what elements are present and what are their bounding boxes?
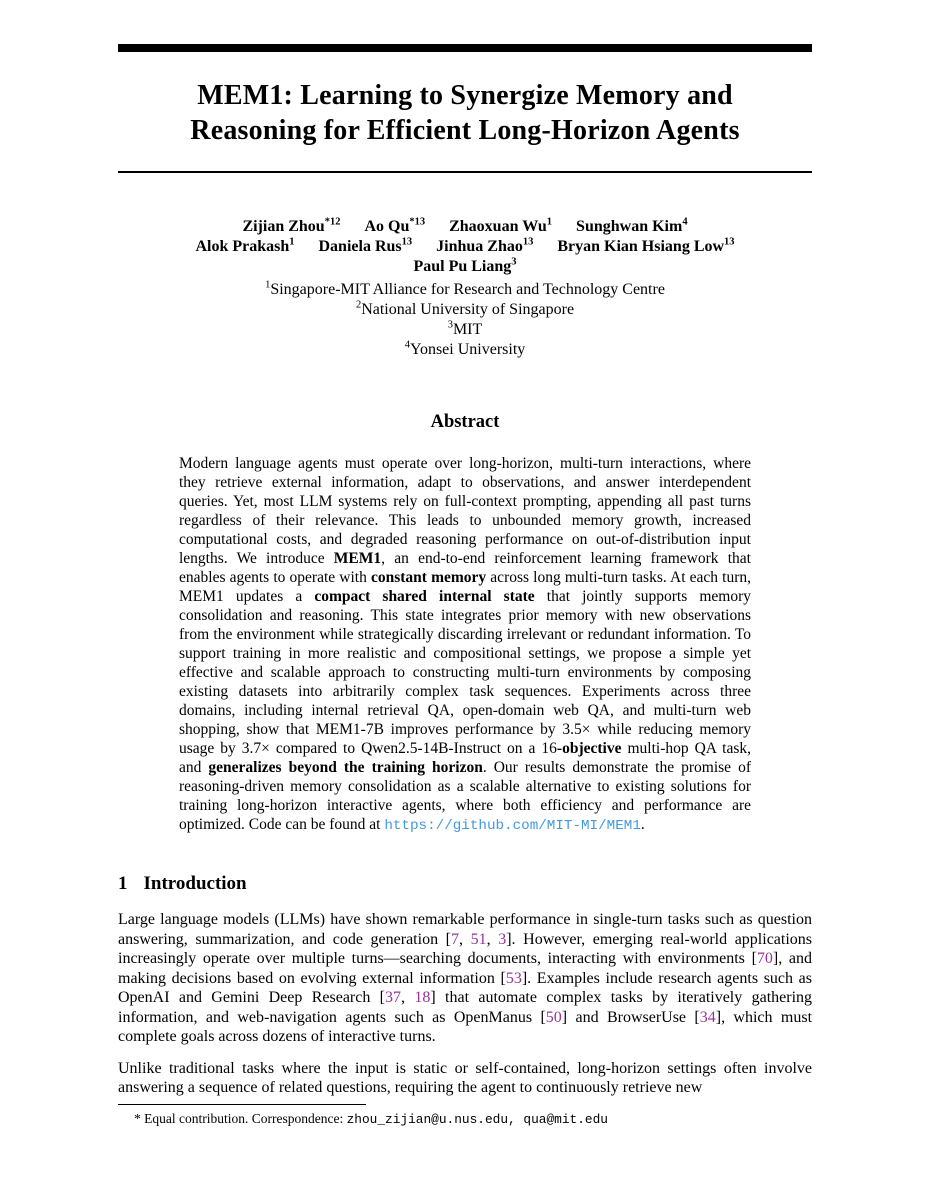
text-segment: Zijian Zhou	[242, 218, 325, 235]
text-segment: Jinhua Zhao	[436, 238, 523, 255]
text-segment: ] and BrowserUse [	[561, 1008, 700, 1026]
page-content	[118, 44, 812, 1128]
citation-ref[interactable]: 34	[699, 1008, 716, 1026]
citation-ref[interactable]: 18	[414, 989, 431, 1006]
superscript-marker: 13	[401, 236, 413, 248]
superscript-marker: 1	[265, 279, 271, 291]
section-heading-introduction	[118, 873, 812, 895]
superscript-marker: 13	[724, 236, 735, 248]
superscript-marker: 3	[447, 319, 453, 331]
text-segment: .	[640, 816, 645, 833]
text-segment: that jointly supports memory consolidation and reasoning. This state integrates prior memory with new observations from the environment while strategically discarding irrelevant or redundant information. To support training in more realistic and compositional settings, we propose a simple yet effective and scalable approach to constructing multi-turn environments by composing existing datasets into arbitrarily complex task sequences. Experiments across three domains, including internal retrieval QA, open-domain web QA, and multi-turn web shopping, show that MEM1-7B improves performance by 3.5× while reducing memory usage by 3.7× compared to Qwen2.5-14B-Instruct on a 16	[179, 588, 752, 757]
text-segment: . Our results demonstrate the promise of reasoning-driven memory consolidation as a scalable alternative to existing solutions for training long-horizon interactive agents, where both efficiency and performance are optimized. Code can be found at	[179, 759, 751, 833]
text-segment: across long multi-turn tasks. At each turn, MEM1 updates a	[179, 569, 752, 605]
superscript-marker: *12	[324, 216, 341, 228]
text-segment: multi-hop QA task, and	[179, 740, 751, 776]
text-segment: ,	[486, 930, 499, 948]
citation-ref[interactable]: 53	[505, 969, 522, 987]
section-number: 1	[118, 873, 128, 894]
text-segment: zhou_zijian@u.nus.edu, qua@mit.edu	[346, 1111, 608, 1127]
text-segment: compact shared internal state	[314, 588, 535, 605]
citation-ref[interactable]: 50	[545, 1008, 562, 1026]
author-row	[118, 237, 812, 257]
text-segment: Bryan Kian Hsiang Low	[557, 238, 725, 255]
text-segment: Yonsei University	[409, 341, 526, 358]
paper-title	[118, 78, 812, 148]
superscript-marker: 1	[289, 236, 295, 248]
text-segment: ]. Examples include research agents such as OpenAI and Gemini Deep Research [	[118, 969, 812, 1006]
text-segment: * Equal contribution. Correspondence:	[134, 1110, 347, 1126]
text-segment: National University of Singapore	[361, 301, 575, 318]
text-segment: MEM1	[333, 550, 382, 567]
section-title: Introduction	[143, 873, 247, 894]
citation-ref[interactable]: 7	[451, 930, 459, 948]
title-rule	[118, 171, 812, 173]
text-segment: ], and making decisions based on evolving external information [	[118, 950, 812, 987]
citation-ref[interactable]: 37	[385, 989, 402, 1006]
abstract-heading: Abstract	[430, 412, 500, 432]
superscript-marker: 1	[546, 216, 553, 228]
citation-ref[interactable]: 3	[498, 930, 507, 948]
superscript-marker: 2	[355, 299, 362, 311]
text-segment: Paul Pu Liang	[413, 258, 512, 275]
intro-paragraph-1	[118, 910, 812, 1047]
text-segment: -objective	[556, 740, 622, 757]
text-segment: Modern language agents must operate over long-horizon, multi-turn interactions, where they retrieve external information, adapt to observations, and answer interdependent queries. Yet, most LLM systems rely on full-context prompting, appending all past turns regardless of their relevance. This leads to unbounded memory growth, increased computational costs, and degraded reasoning performance on out-of-distribution input lengths. We introduce	[179, 455, 751, 567]
paper-title-line2: Reasoning for Efficient Long-Horizon Agents	[190, 115, 740, 146]
citation-ref[interactable]: 51	[470, 930, 487, 948]
affiliations-block	[118, 280, 812, 360]
top-rule	[118, 44, 812, 52]
superscript-marker: 3	[511, 256, 517, 268]
authors-block	[118, 217, 812, 277]
text-segment: Singapore-MIT Alliance for Research and Technology Centre	[270, 281, 665, 298]
text-segment: , an end-to-end reinforcement learning framework that enables agents to operate with	[179, 550, 751, 586]
text-segment: ,	[459, 930, 471, 948]
footnote-rule	[118, 1104, 366, 1105]
superscript-marker: 4	[404, 339, 410, 351]
text-segment: ], which must complete goals across dozens of interactive turns.	[118, 1008, 813, 1045]
text-segment: Large language models (LLMs) have shown remarkable performance in single-turn tasks such as question answering, summarization, and code generation [	[118, 911, 812, 948]
superscript-marker: 13	[522, 236, 534, 248]
text-segment: Zhaoxuan Wu	[449, 218, 547, 235]
github-link[interactable]: https://github.com/MIT-MI/MEM1	[384, 818, 641, 834]
text-segment: constant memory	[370, 569, 487, 586]
text-segment: ]. However, emerging real-world applications increasingly operate over multiple turns—searching documents, interacting with environments [	[118, 930, 813, 967]
affiliation-line	[118, 320, 812, 340]
abstract-text	[179, 454, 751, 836]
affiliation-line	[118, 340, 812, 360]
text-segment: ] that automate complex tasks by iteratively gathering information, and web-navigation agents such as OpenManus [	[118, 989, 813, 1026]
text-segment: Daniela Rus	[318, 238, 402, 255]
superscript-marker: *13	[409, 216, 426, 228]
author-row	[118, 217, 812, 237]
affiliation-line	[118, 280, 812, 300]
citation-ref[interactable]: 70	[756, 950, 773, 967]
superscript-marker: 4	[682, 216, 688, 228]
footnote-text	[118, 1110, 812, 1128]
text-segment: MIT	[452, 321, 483, 338]
text-segment: ,	[401, 989, 415, 1006]
text-segment: Sunghwan Kim	[576, 218, 683, 235]
intro-paragraph-2	[118, 1059, 812, 1098]
text-segment: Unlike traditional tasks where the input is static or self-contained, long-horizon settings often involve answering a sequence of related questions, requiring the agent to continuously retrieve new	[118, 1059, 812, 1096]
text-segment: Alok Prakash	[195, 238, 290, 255]
text-segment: Ao Qu	[364, 218, 410, 235]
paper-title-line1: MEM1: Learning to Synergize Memory and	[197, 80, 733, 111]
text-segment: generalizes beyond the training horizon	[208, 759, 483, 776]
author-row	[118, 257, 812, 277]
affiliation-line	[118, 300, 812, 320]
